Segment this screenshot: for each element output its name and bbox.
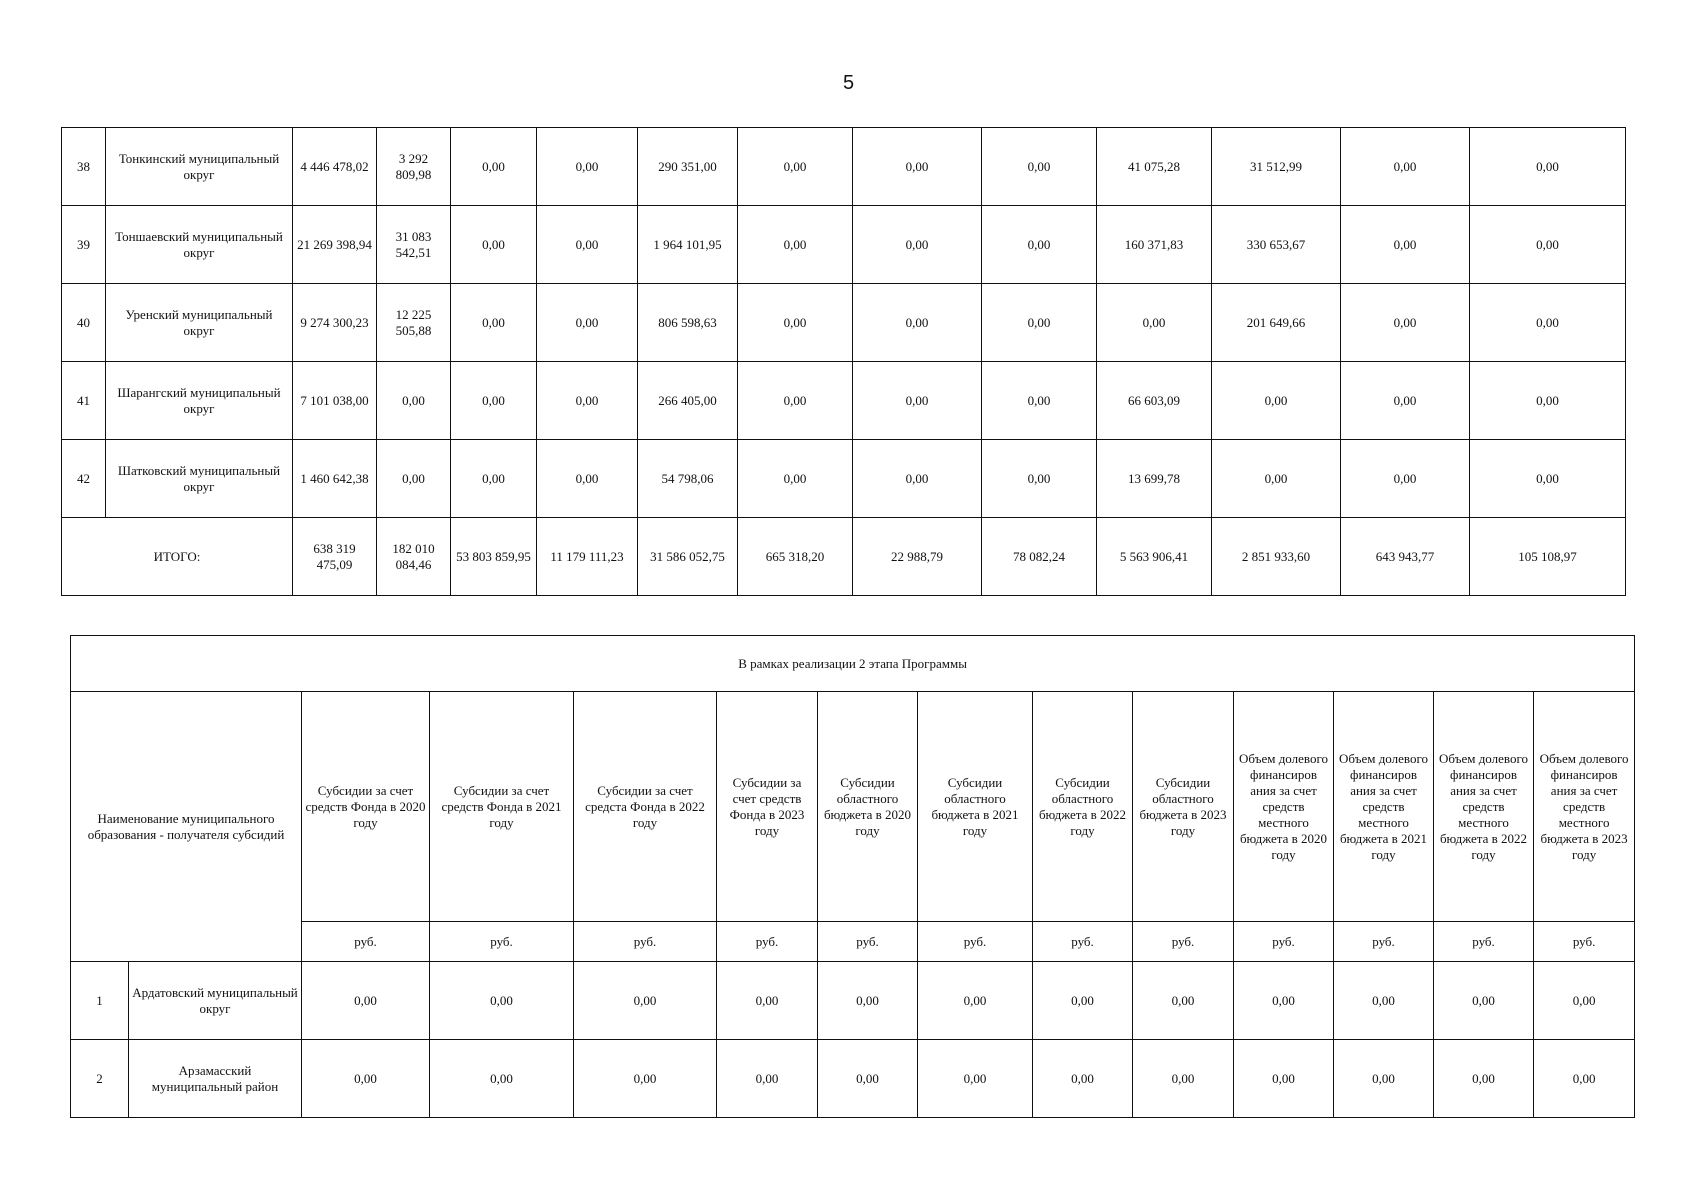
value-cell: 0,00 bbox=[1341, 362, 1470, 440]
value-cell: 0,00 bbox=[738, 206, 853, 284]
value-cell: 66 603,09 bbox=[1097, 362, 1212, 440]
value-cell: 0,00 bbox=[818, 962, 918, 1040]
value-cell: 0,00 bbox=[302, 962, 430, 1040]
value-cell: 0,00 bbox=[574, 962, 717, 1040]
value-cell: 1 460 642,38 bbox=[293, 440, 377, 518]
value-cell: 13 699,78 bbox=[1097, 440, 1212, 518]
value-cell: 0,00 bbox=[1212, 362, 1341, 440]
value-cell: 0,00 bbox=[574, 1040, 717, 1118]
value-cell: 806 598,63 bbox=[638, 284, 738, 362]
unit-cell: руб. bbox=[1234, 922, 1334, 962]
column-header: Субсидии областного бюджета в 2022 году bbox=[1033, 692, 1133, 922]
value-cell: 0,00 bbox=[451, 440, 537, 518]
value-cell: 0,00 bbox=[1212, 440, 1341, 518]
unit-cell: руб. bbox=[574, 922, 717, 962]
municipality-name: Тонкинский муниципальный округ bbox=[106, 128, 293, 206]
value-cell: 0,00 bbox=[1470, 362, 1626, 440]
subsidies-table-continued bbox=[61, 127, 1626, 596]
value-cell: 0,00 bbox=[982, 128, 1097, 206]
table-row bbox=[62, 206, 1626, 284]
column-header: Субсидии областного бюджета в 2023 году bbox=[1133, 692, 1234, 922]
unit-cell: руб. bbox=[302, 922, 430, 962]
value-cell: 0,00 bbox=[1470, 440, 1626, 518]
table-row bbox=[71, 1040, 1635, 1118]
municipality-name: Шарангский муниципальный округ bbox=[106, 362, 293, 440]
value-cell: 0,00 bbox=[1470, 206, 1626, 284]
value-cell: 0,00 bbox=[1434, 962, 1534, 1040]
value-cell: 4 446 478,02 bbox=[293, 128, 377, 206]
page-number: 5 bbox=[842, 72, 855, 94]
total-value-cell: 105 108,97 bbox=[1470, 518, 1626, 596]
column-header: Субсидии за счет средста Фонда в 2022 году bbox=[574, 692, 717, 922]
column-header: Субсидии областного бюджета в 2021 году bbox=[918, 692, 1033, 922]
unit-cell: руб. bbox=[818, 922, 918, 962]
total-value-cell: 22 988,79 bbox=[853, 518, 982, 596]
municipality-name: Уренский муниципальный округ bbox=[106, 284, 293, 362]
value-cell: 0,00 bbox=[717, 962, 818, 1040]
column-header: Субсидии за счет средств Фонда в 2020 году bbox=[302, 692, 430, 922]
total-row bbox=[62, 518, 1626, 596]
value-cell: 0,00 bbox=[738, 128, 853, 206]
value-cell: 0,00 bbox=[430, 962, 574, 1040]
value-cell: 0,00 bbox=[1097, 284, 1212, 362]
total-value-cell: 11 179 111,23 bbox=[537, 518, 638, 596]
column-header: Объем долевого финансиров ания за счет средств местного бюджета в 2023 году bbox=[1534, 692, 1635, 922]
column-header: Объем долевого финансиров ания за счет средств местного бюджета в 2020 году bbox=[1234, 692, 1334, 922]
total-value-cell: 643 943,77 bbox=[1341, 518, 1470, 596]
value-cell: 9 274 300,23 bbox=[293, 284, 377, 362]
value-cell: 0,00 bbox=[1133, 1040, 1234, 1118]
value-cell: 330 653,67 bbox=[1212, 206, 1341, 284]
value-cell: 0,00 bbox=[738, 284, 853, 362]
title-row bbox=[71, 636, 1635, 692]
value-cell: 0,00 bbox=[1133, 962, 1234, 1040]
unit-cell: руб. bbox=[430, 922, 574, 962]
row-number: 2 bbox=[71, 1040, 129, 1118]
municipality-name: Ардатовский муниципальный округ bbox=[129, 962, 302, 1040]
value-cell: 0,00 bbox=[982, 284, 1097, 362]
value-cell: 0,00 bbox=[1334, 962, 1434, 1040]
unit-cell: руб. bbox=[1133, 922, 1234, 962]
value-cell: 0,00 bbox=[918, 962, 1033, 1040]
table-row bbox=[71, 962, 1635, 1040]
column-header: Субсидии за счет средств Фонда в 2021 году bbox=[430, 692, 574, 922]
value-cell: 0,00 bbox=[738, 440, 853, 518]
municipality-name: Шатковский муниципальный округ bbox=[106, 440, 293, 518]
row-number: 42 bbox=[62, 440, 106, 518]
total-value-cell: 78 082,24 bbox=[982, 518, 1097, 596]
value-cell: 0,00 bbox=[1033, 962, 1133, 1040]
value-cell: 54 798,06 bbox=[638, 440, 738, 518]
value-cell: 0,00 bbox=[1534, 962, 1635, 1040]
value-cell: 21 269 398,94 bbox=[293, 206, 377, 284]
value-cell: 0,00 bbox=[451, 362, 537, 440]
column-header: Субсидии областного бюджета в 2020 году bbox=[818, 692, 918, 922]
name-column-header: Наименование муниципального образования - получателя субсидий bbox=[71, 692, 302, 962]
value-cell: 0,00 bbox=[302, 1040, 430, 1118]
value-cell: 0,00 bbox=[1234, 1040, 1334, 1118]
row-number: 38 bbox=[62, 128, 106, 206]
value-cell: 0,00 bbox=[537, 440, 638, 518]
value-cell: 0,00 bbox=[377, 362, 451, 440]
row-number: 41 bbox=[62, 362, 106, 440]
total-value-cell: 53 803 859,95 bbox=[451, 518, 537, 596]
total-value-cell: 2 851 933,60 bbox=[1212, 518, 1341, 596]
value-cell: 0,00 bbox=[982, 440, 1097, 518]
value-cell: 7 101 038,00 bbox=[293, 362, 377, 440]
value-cell: 0,00 bbox=[738, 362, 853, 440]
value-cell: 0,00 bbox=[1033, 1040, 1133, 1118]
unit-cell: руб. bbox=[1534, 922, 1635, 962]
value-cell: 0,00 bbox=[1470, 284, 1626, 362]
value-cell: 0,00 bbox=[853, 440, 982, 518]
value-cell: 0,00 bbox=[918, 1040, 1033, 1118]
total-value-cell: 638 319 475,09 bbox=[293, 518, 377, 596]
value-cell: 201 649,66 bbox=[1212, 284, 1341, 362]
value-cell: 0,00 bbox=[982, 362, 1097, 440]
total-value-cell: 182 010 084,46 bbox=[377, 518, 451, 596]
unit-cell: руб. bbox=[1434, 922, 1534, 962]
value-cell: 0,00 bbox=[377, 440, 451, 518]
value-cell: 0,00 bbox=[1341, 206, 1470, 284]
value-cell: 266 405,00 bbox=[638, 362, 738, 440]
column-header: Объем долевого финансиров ания за счет средств местного бюджета в 2021 году bbox=[1334, 692, 1434, 922]
value-cell: 3 292 809,98 bbox=[377, 128, 451, 206]
value-cell: 0,00 bbox=[1341, 128, 1470, 206]
municipality-name: Тоншаевский муниципальный округ bbox=[106, 206, 293, 284]
value-cell: 0,00 bbox=[537, 206, 638, 284]
column-header: Субсидии за счет средств Фонда в 2023 году bbox=[717, 692, 818, 922]
table-row bbox=[62, 284, 1626, 362]
value-cell: 0,00 bbox=[853, 128, 982, 206]
unit-row bbox=[71, 922, 1635, 962]
value-cell: 0,00 bbox=[853, 206, 982, 284]
value-cell: 0,00 bbox=[537, 128, 638, 206]
value-cell: 31 083 542,51 bbox=[377, 206, 451, 284]
value-cell: 0,00 bbox=[537, 362, 638, 440]
header-row bbox=[71, 692, 1635, 922]
row-number: 40 bbox=[62, 284, 106, 362]
value-cell: 0,00 bbox=[717, 1040, 818, 1118]
unit-cell: руб. bbox=[717, 922, 818, 962]
stage-2-subsidies-table bbox=[70, 635, 1635, 1118]
table-row bbox=[62, 128, 1626, 206]
total-value-cell: 5 563 906,41 bbox=[1097, 518, 1212, 596]
value-cell: 0,00 bbox=[853, 362, 982, 440]
value-cell: 0,00 bbox=[451, 206, 537, 284]
value-cell: 0,00 bbox=[1341, 440, 1470, 518]
value-cell: 0,00 bbox=[430, 1040, 574, 1118]
value-cell: 0,00 bbox=[1534, 1040, 1635, 1118]
value-cell: 160 371,83 bbox=[1097, 206, 1212, 284]
value-cell: 0,00 bbox=[451, 284, 537, 362]
value-cell: 1 964 101,95 bbox=[638, 206, 738, 284]
row-number: 1 bbox=[71, 962, 129, 1040]
table-row bbox=[62, 440, 1626, 518]
value-cell: 31 512,99 bbox=[1212, 128, 1341, 206]
column-header: Объем долевого финансиров ания за счет средств местного бюджета в 2022 году bbox=[1434, 692, 1534, 922]
value-cell: 0,00 bbox=[1334, 1040, 1434, 1118]
total-value-cell: 31 586 052,75 bbox=[638, 518, 738, 596]
unit-cell: руб. bbox=[1033, 922, 1133, 962]
total-value-cell: 665 318,20 bbox=[738, 518, 853, 596]
table-row bbox=[62, 362, 1626, 440]
value-cell: 0,00 bbox=[1341, 284, 1470, 362]
value-cell: 0,00 bbox=[982, 206, 1097, 284]
value-cell: 0,00 bbox=[537, 284, 638, 362]
value-cell: 12 225 505,88 bbox=[377, 284, 451, 362]
value-cell: 0,00 bbox=[451, 128, 537, 206]
value-cell: 290 351,00 bbox=[638, 128, 738, 206]
unit-cell: руб. bbox=[918, 922, 1033, 962]
row-number: 39 bbox=[62, 206, 106, 284]
municipality-name: Арзамасский муниципальный район bbox=[129, 1040, 302, 1118]
value-cell: 0,00 bbox=[1470, 128, 1626, 206]
value-cell: 41 075,28 bbox=[1097, 128, 1212, 206]
total-label: ИТОГО: bbox=[62, 518, 293, 596]
unit-cell: руб. bbox=[1334, 922, 1434, 962]
table-title: В рамках реализации 2 этапа Программы bbox=[71, 636, 1635, 692]
value-cell: 0,00 bbox=[1234, 962, 1334, 1040]
value-cell: 0,00 bbox=[1434, 1040, 1534, 1118]
value-cell: 0,00 bbox=[853, 284, 982, 362]
value-cell: 0,00 bbox=[818, 1040, 918, 1118]
